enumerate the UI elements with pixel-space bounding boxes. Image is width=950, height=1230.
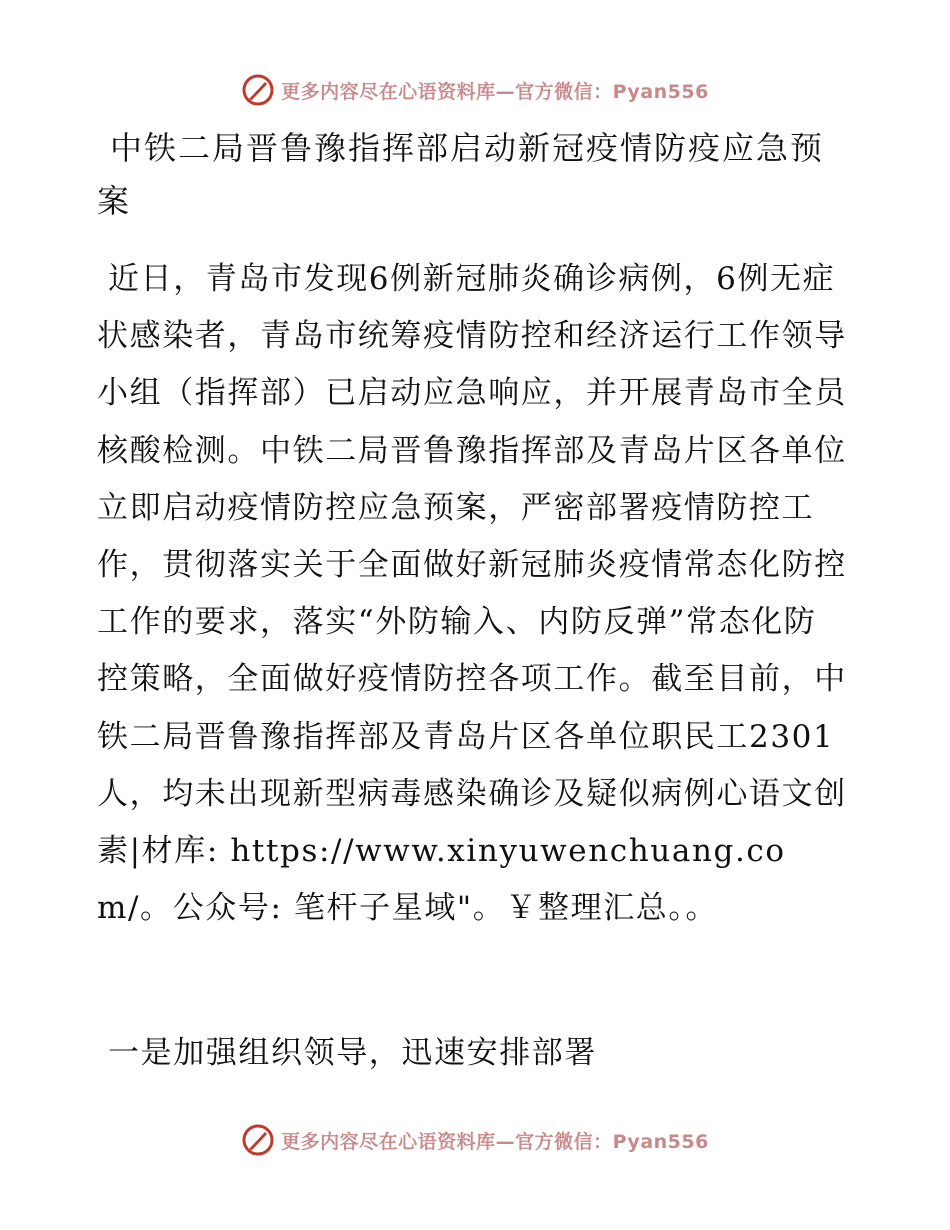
header-banner bbox=[0, 70, 950, 110]
section-heading: 一是加强组织领导，迅速安排部署 bbox=[108, 1035, 597, 1071]
document-title: 中铁二局晋鲁豫指挥部启动新冠疫情防疫应急预案 bbox=[97, 129, 825, 220]
body-paragraph: 近日，青岛市发现6例新冠肺炎确诊病例，6例无症状感染者，青岛市统筹疫情防控和经济运行工作领导小组（指挥部）已启动应急响应，并开展青岛市全员核酸检测。中铁二局晋鲁豫指挥部及青岛片区各单位立即启动疫情防控应急预案，严密部署疫情防控工作，贯彻落实关于全面做好新冠肺炎疫情常态化防控工作的要求，落实“外防输入、内防反弹”常态化防控策略，全面做好疫情防控各项工作。截至目前，中铁二局晋鲁豫指挥部及青岛片区各单位职民工2301人，均未出现新型病毒感染确诊及疑似病例心语文创素|材库: https://www.xinyuwenchuang.com/。公众号: 笔杆子星域"。￥整理汇总。。 bbox=[97, 261, 847, 927]
quill-pen-logo-icon bbox=[241, 73, 275, 107]
footer-banner-text: 更多内容尽在心语资料库—官方微信：Pyan556 bbox=[281, 1130, 709, 1153]
quill-pen-logo-icon bbox=[241, 1123, 275, 1157]
header-banner-text: 更多内容尽在心语资料库—官方微信：Pyan556 bbox=[281, 80, 709, 103]
footer-banner bbox=[0, 1120, 950, 1160]
